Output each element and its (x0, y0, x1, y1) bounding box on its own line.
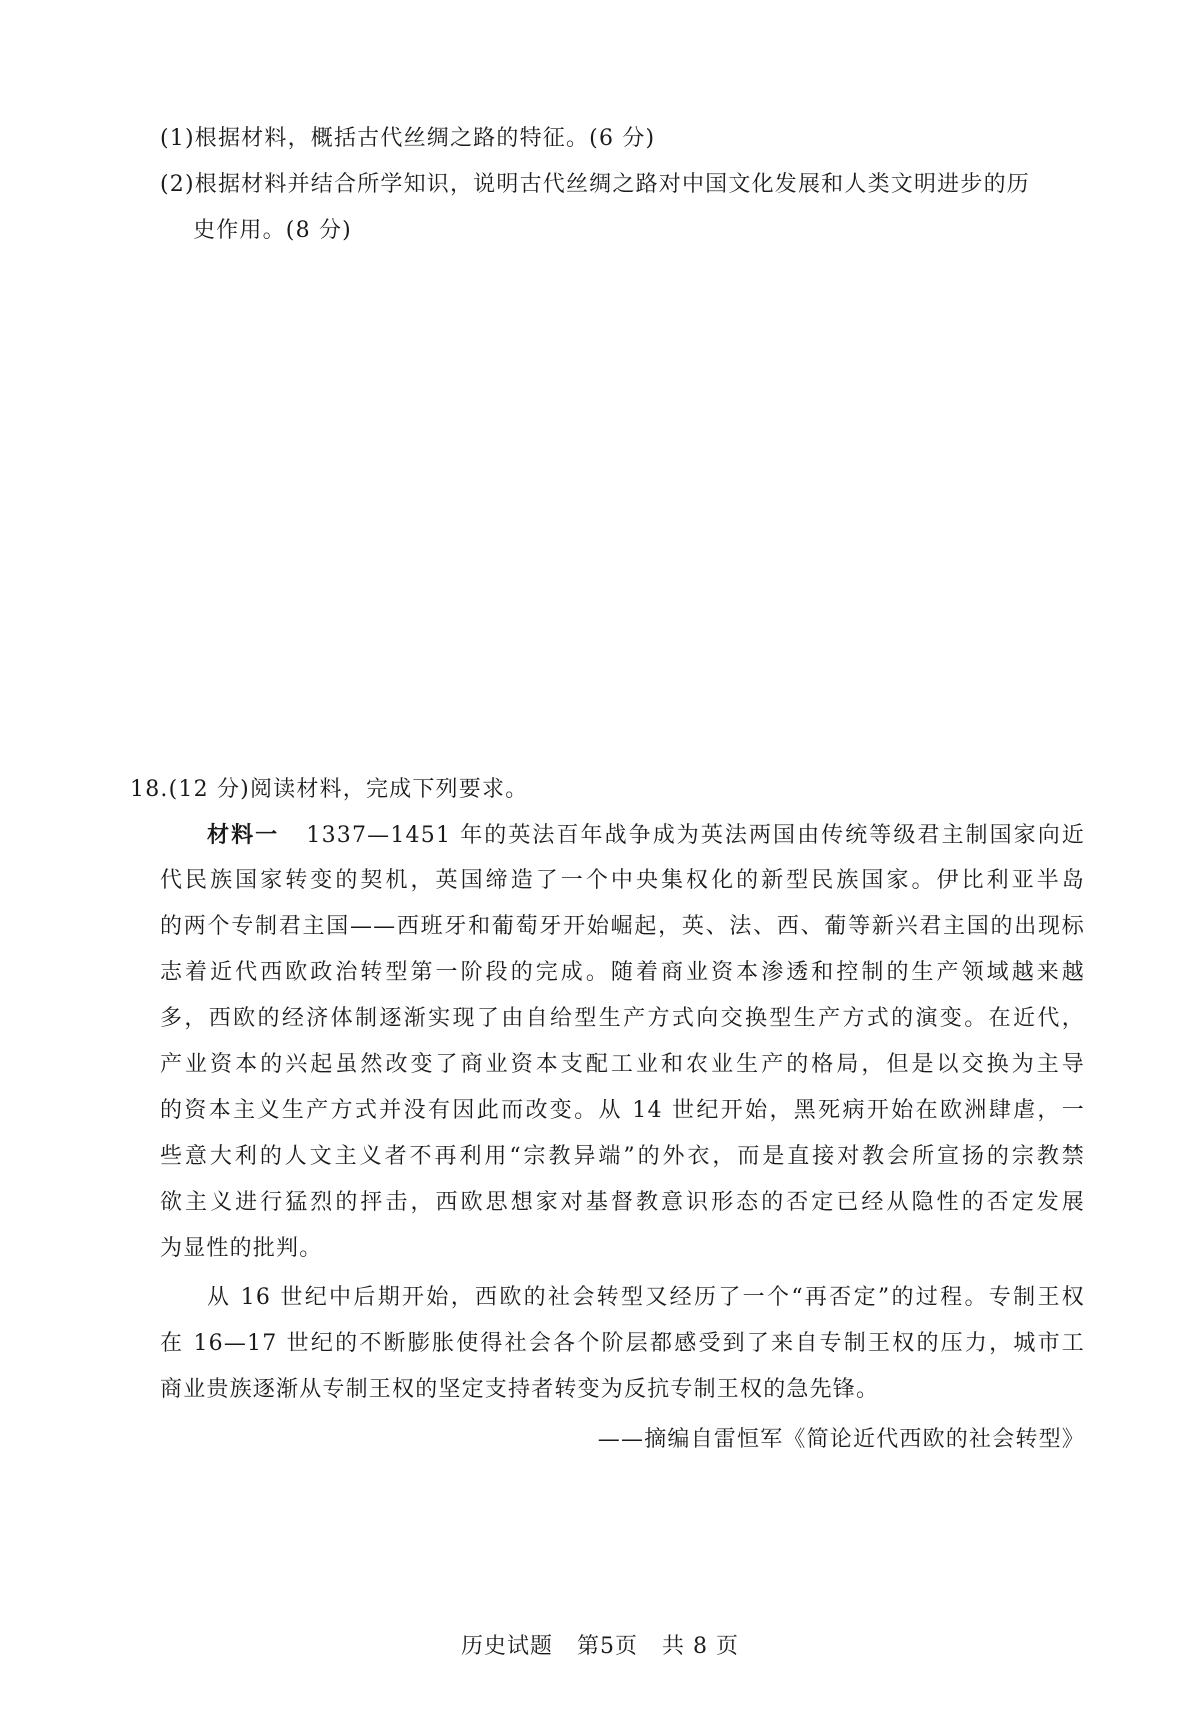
footer-total: 共 8 页 (662, 1634, 739, 1659)
q17-sub1: (1)根据材料，概括古代丝绸之路的特征。(6 分) (160, 126, 656, 151)
footer-page: 第5页 (577, 1634, 639, 1659)
material1-line-6: 产业资本的兴起虽然改变了商业资本支配工业和农业生产的格局，但是以交换为主导 (160, 1052, 1085, 1077)
q17-sub2-line2: 史作用。(8 分) (193, 218, 352, 243)
material1-line-7: 的资本主义生产方式并没有因此而改变。从 14 世纪开始，黑死病开始在欧洲肆虐，一 (160, 1098, 1085, 1123)
material1-line-1 (207, 820, 1085, 851)
material1-line-9: 欲主义进行猛烈的抨击，西欧思想家对基督教意识形态的否定已经从隐性的否定发展 (160, 1190, 1085, 1215)
material1-line-8: 些意大利的人文主义者不再利用“宗教异端”的外衣，而是直接对教会所宣扬的宗教禁 (160, 1144, 1085, 1169)
material1-line-3: 的两个专制君主国——西班牙和葡萄牙开始崛起，英、法、西、葡等新兴君主国的出现标 (160, 914, 1085, 939)
material1-line-10: 为显性的批判。 (160, 1236, 323, 1261)
q18-header: 18.(12 分)阅读材料，完成下列要求。 (130, 777, 529, 802)
q17-sub2-line1: (2)根据材料并结合所学知识，说明古代丝绸之路对中国文化发展和人类文明进步的历 (160, 172, 1030, 197)
footer-subject: 历史试题 (461, 1634, 554, 1659)
material1-line-1-text: 1337—1451 年的英法百年战争成为英法两国由传统等级君主制国家向近 (306, 823, 1085, 848)
material1-label: 材料一 (207, 822, 280, 848)
material1-line-4: 志着近代西欧政治转型第一阶段的完成。随着商业资本渗透和控制的生产领域越来越 (160, 960, 1085, 985)
material1-line-2: 代民族国家转变的契机，英国缔造了一个中央集权化的新型民族国家。伊比利亚半岛 (160, 868, 1085, 893)
para2-line-3: 商业贵族逐渐从专制王权的坚定支持者转变为反抗专制王权的急先锋。 (160, 1377, 880, 1402)
para2-line-2: 在 16—17 世纪的不断膨胀使得社会各个阶层都感受到了来自专制王权的压力，城市工 (160, 1331, 1085, 1356)
para2-line-1: 从 16 世纪中后期开始，西欧的社会转型又经历了一个“再否定”的过程。专制王权 (207, 1285, 1085, 1310)
page-footer (0, 1629, 1200, 1660)
material1-line-5: 多，西欧的经济体制逐渐实现了由自给型生产方式向交换型生产方式的演变。在近代， (160, 1006, 1085, 1031)
material-source: ——摘编自雷恒军《简论近代西欧的社会转型》 (597, 1427, 1085, 1452)
